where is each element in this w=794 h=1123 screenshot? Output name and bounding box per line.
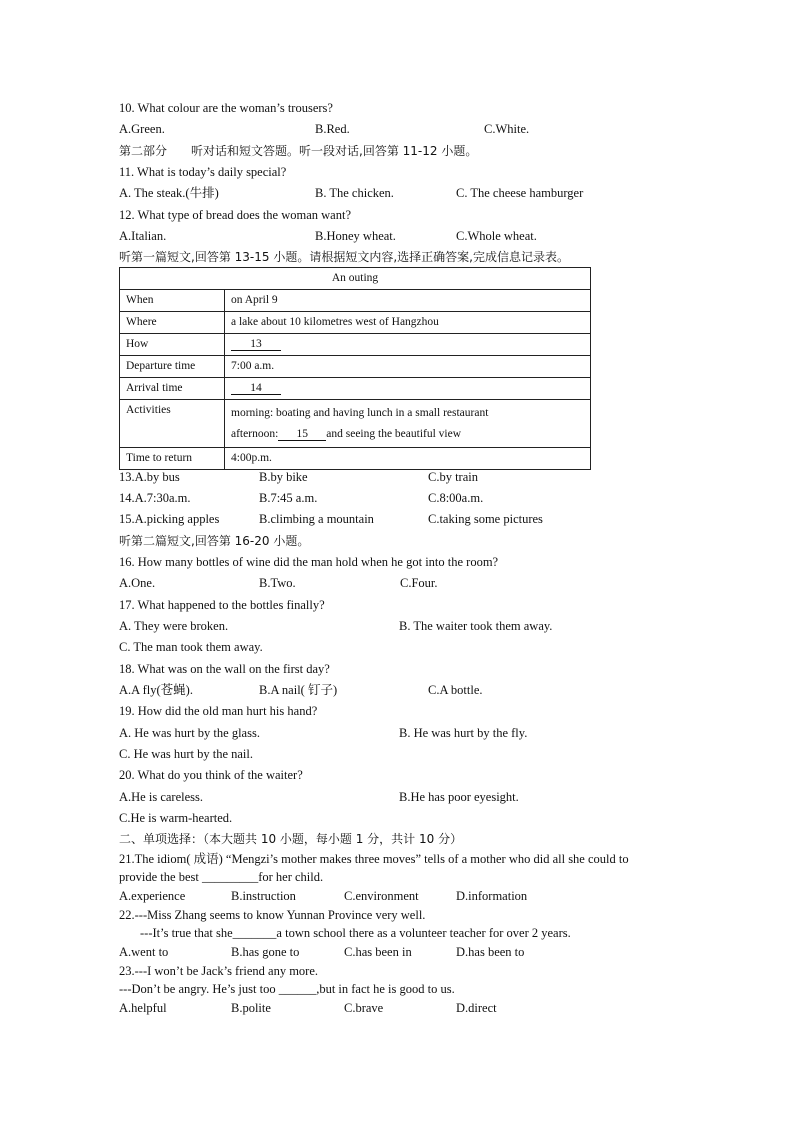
row-key-when: When <box>120 290 225 312</box>
row-key-return: Time to return <box>120 448 225 470</box>
q19-stem: 19. How did the old man hurt his hand? <box>119 704 318 718</box>
q10-option-b: B.Red. <box>315 122 350 136</box>
q13-option-b: B.by bike <box>259 470 308 484</box>
q23-option-c: C.brave <box>344 1001 384 1015</box>
q11-option-c: C. The cheese hamburger <box>456 186 584 200</box>
q22-option-b: B.has gone to <box>231 945 300 959</box>
q18-option-b: B.A nail( 钉子) <box>259 683 338 697</box>
q21-option-c: C.environment <box>344 889 419 903</box>
outing-table <box>119 267 591 470</box>
table-title-row <box>120 268 591 290</box>
q23-option-b: B.polite <box>231 1001 271 1015</box>
row-value-when: on April 9 <box>225 290 591 312</box>
blank-15: 15 <box>278 428 326 442</box>
q10-stem: 10. What colour are the woman’s trousers? <box>119 101 333 115</box>
q15-option-a: 15.A.picking apples <box>119 512 220 526</box>
q11-stem: 11. What is today’s daily special? <box>119 165 287 179</box>
q18-option-c: C.A bottle. <box>428 683 483 697</box>
q23-line1: 23.---I won’t be Jack’s friend any more. <box>119 964 319 978</box>
q22-option-a: A.went to <box>119 945 169 959</box>
q20-option-c: C.He is warm-hearted. <box>119 811 233 825</box>
q23-option-a: A.helpful <box>119 1001 167 1015</box>
section2-heading: 二、单项选择：（本大题共 10 小题，每小题 1 分，共计 10 分） <box>119 832 463 846</box>
q16-stem: 16. How many bottles of wine did the man hold when he got into the room? <box>119 555 499 569</box>
table-row <box>120 334 591 356</box>
activities-morning: morning: boating and having lunch in a small restaurant <box>231 406 489 419</box>
q17-option-b: B. The waiter took them away. <box>399 619 553 633</box>
table-row <box>120 400 591 448</box>
table-row <box>120 290 591 312</box>
row-key-departure: Departure time <box>120 356 225 378</box>
q19-option-b: B. He was hurt by the fly. <box>399 726 528 740</box>
q15-option-b: B.climbing a mountain <box>259 512 374 526</box>
q11-option-a: A. The steak.(牛排) <box>119 186 219 200</box>
row-key-how: How <box>120 334 225 356</box>
q22-option-c: C.has been in <box>344 945 412 959</box>
activities-afternoon: afternoon: 15 and seeing the beautiful view <box>231 427 462 440</box>
row-key-where: Where <box>120 312 225 334</box>
passage1-instruction: 听第一篇短文,回答第 13-15 小题。请根据短文内容,选择正确答案,完成信息记录表。 <box>119 250 569 264</box>
q21-line2: provide the best _________for her child. <box>119 870 324 884</box>
row-value-where: a lake about 10 kilometres west of Hangzhou <box>225 312 591 334</box>
passage2-instruction: 听第二篇短文,回答第 16-20 小题。 <box>119 534 310 548</box>
q20-option-b: B.He has poor eyesight. <box>399 790 519 804</box>
row-key-activities: Activities <box>120 400 225 448</box>
q16-option-b: B.Two. <box>259 576 296 590</box>
q19-option-c: C. He was hurt by the nail. <box>119 747 254 761</box>
q22-line2: ---It’s true that she_______a town school there as a volunteer teacher for over 2 years. <box>140 926 571 940</box>
q12-option-a: A.Italian. <box>119 229 167 243</box>
q14-option-c: C.8:00a.m. <box>428 491 484 505</box>
q13-option-c: C.by train <box>428 470 478 484</box>
q10-option-c: C.White. <box>484 122 530 136</box>
q12-option-c: C.Whole wheat. <box>456 229 537 243</box>
q17-option-c: C. The man took them away. <box>119 640 263 654</box>
q16-option-a: A.One. <box>119 576 156 590</box>
q18-option-a: A.A fly(苍蝇). <box>119 683 193 697</box>
q14-option-a: 14.A.7:30a.m. <box>119 491 191 505</box>
q20-stem: 20. What do you think of the waiter? <box>119 768 303 782</box>
q23-option-d: D.direct <box>456 1001 497 1015</box>
table-row <box>120 448 591 470</box>
q20-option-a: A.He is careless. <box>119 790 203 804</box>
blank-13: 13 <box>231 338 281 352</box>
q21-option-a: A.experience <box>119 889 186 903</box>
q22-option-d: D.has been to <box>456 945 525 959</box>
q19-option-a: A. He was hurt by the glass. <box>119 726 260 740</box>
row-key-arrival: Arrival time <box>120 378 225 400</box>
q18-stem: 18. What was on the wall on the first day? <box>119 662 330 676</box>
q22-line1: 22.---Miss Zhang seems to know Yunnan Province very well. <box>119 908 426 922</box>
q23-line2: ---Don’t be angry. He’s just too ______,but in fact he is good to us. <box>119 982 455 996</box>
table-row <box>120 312 591 334</box>
table-row <box>120 356 591 378</box>
q13-option-a: 13.A.by bus <box>119 470 180 484</box>
row-value-return: 4:00p.m. <box>225 448 591 470</box>
q10-option-a: A.Green. <box>119 122 165 136</box>
part2-heading: 第二部分 听对话和短文答题。听一段对话,回答第 11-12 小题。 <box>119 144 478 158</box>
row-value-departure: 7:00 a.m. <box>225 356 591 378</box>
q21-option-d: D.information <box>456 889 528 903</box>
table-title: An outing <box>120 268 591 290</box>
q12-stem: 12. What type of bread does the woman want? <box>119 208 351 222</box>
q17-stem: 17. What happened to the bottles finally? <box>119 598 325 612</box>
q11-option-b: B. The chicken. <box>315 186 394 200</box>
q15-option-c: C.taking some pictures <box>428 512 543 526</box>
q12-option-b: B.Honey wheat. <box>315 229 396 243</box>
q16-option-c: C.Four. <box>400 576 438 590</box>
table-row <box>120 378 591 400</box>
q21-line1: 21.The idiom( 成语) “Mengzi’s mother makes three moves” tells of a mother who did all she could to <box>119 852 629 866</box>
blank-14: 14 <box>231 382 281 396</box>
q14-option-b: B.7:45 a.m. <box>259 491 318 505</box>
q21-option-b: B.instruction <box>231 889 296 903</box>
q17-option-a: A. They were broken. <box>119 619 229 633</box>
